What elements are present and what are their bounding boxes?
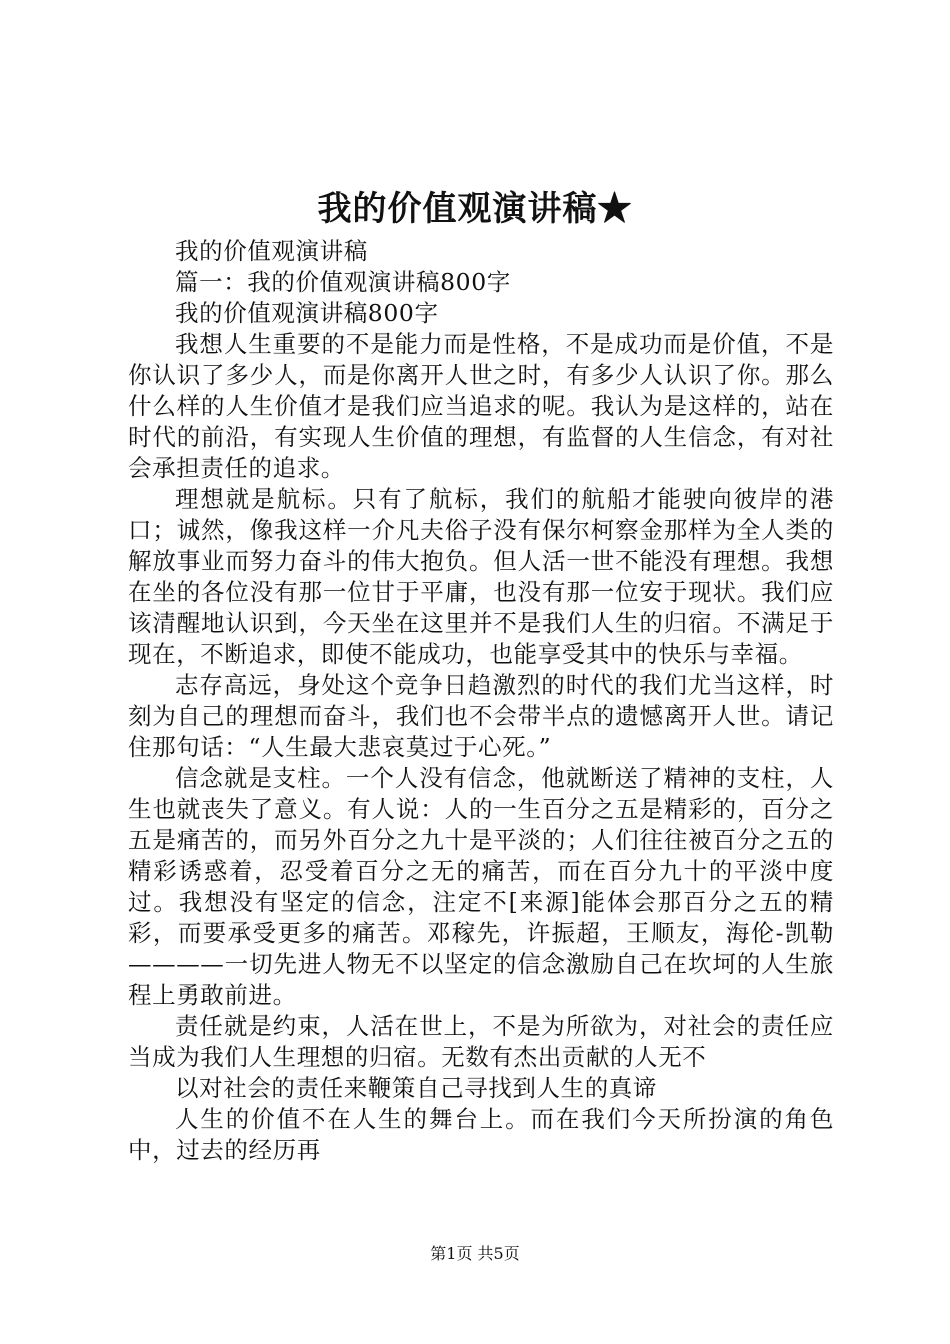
page-footer: 第1页 共5页 [430, 1244, 520, 1263]
paragraph: 信念就是支柱。一个人没有信念，他就断送了精神的支柱，人生也就丧失了意义。有人说：人的一生百分之五是精彩的，百分之五是痛苦的，而另外百分之九十是平淡的；人们往往被百分之五的精彩诱惑着，忍受着百分之无的痛苦，而在百分九十的平淡中度过。我想没有坚定的信念，注定不[来源]能体会那百分之五的精彩，而要承受更多的痛苦。邓稼先，许振超，王顺友，海伦-凯勒————一切先进人物无不以坚定的信念激励自己在坎坷的人生旅程上勇敢前进。 [128, 764, 834, 1009]
paragraph: 人生的价值不在人生的舞台上。而在我们今天所扮演的角色中，过去的经历再 [128, 1105, 834, 1164]
paragraph: 我的价值观演讲稿 [175, 237, 368, 265]
document-title: 我的价值观演讲稿★ [317, 189, 633, 229]
paragraph: 我的价值观演讲稿800字 [175, 299, 439, 327]
paragraph: 我想人生重要的不是能力而是性格，不是成功而是价值，不是你认识了多少人，而是你离开人世之时，有多少人认识了你。那么什么样的人生价值才是我们应当追求的呢。我认为是这样的，站在时代的前沿，有实现人生价值的理想，有监督的人生信念，有对社会承担责任的追求。 [128, 330, 834, 482]
paragraph: 以对社会的责任来鞭策自己寻找到人生的真谛 [175, 1074, 657, 1102]
paragraph: 责任就是约束，人活在世上，不是为所欲为，对社会的责任应当成为我们人生理想的归宿。无数有杰出贡献的人无不 [128, 1012, 834, 1071]
document-body [128, 236, 834, 1166]
paragraph: 篇一：我的价值观演讲稿800字 [175, 268, 511, 296]
paragraph: 志存高远，身处这个竞争日趋激烈的时代的我们尤当这样，时刻为自己的理想而奋斗，我们也不会带半点的遗憾离开人世。请记住那句话：“人生最大悲哀莫过于心死。” [128, 671, 834, 761]
paragraph: 理想就是航标。只有了航标，我们的航船才能驶向彼岸的港口；诚然，像我这样一介凡夫俗子没有保尔柯察金那样为全人类的解放事业而努力奋斗的伟大抱负。但人活一世不能没有理想。我想在坐的各位没有那一位甘于平庸，也没有那一位安于现状。我们应该清醒地认识到，今天坐在这里并不是我们人生的归宿。不满足于现在，不断追求，即使不能成功，也能享受其中的快乐与幸福。 [128, 485, 834, 668]
